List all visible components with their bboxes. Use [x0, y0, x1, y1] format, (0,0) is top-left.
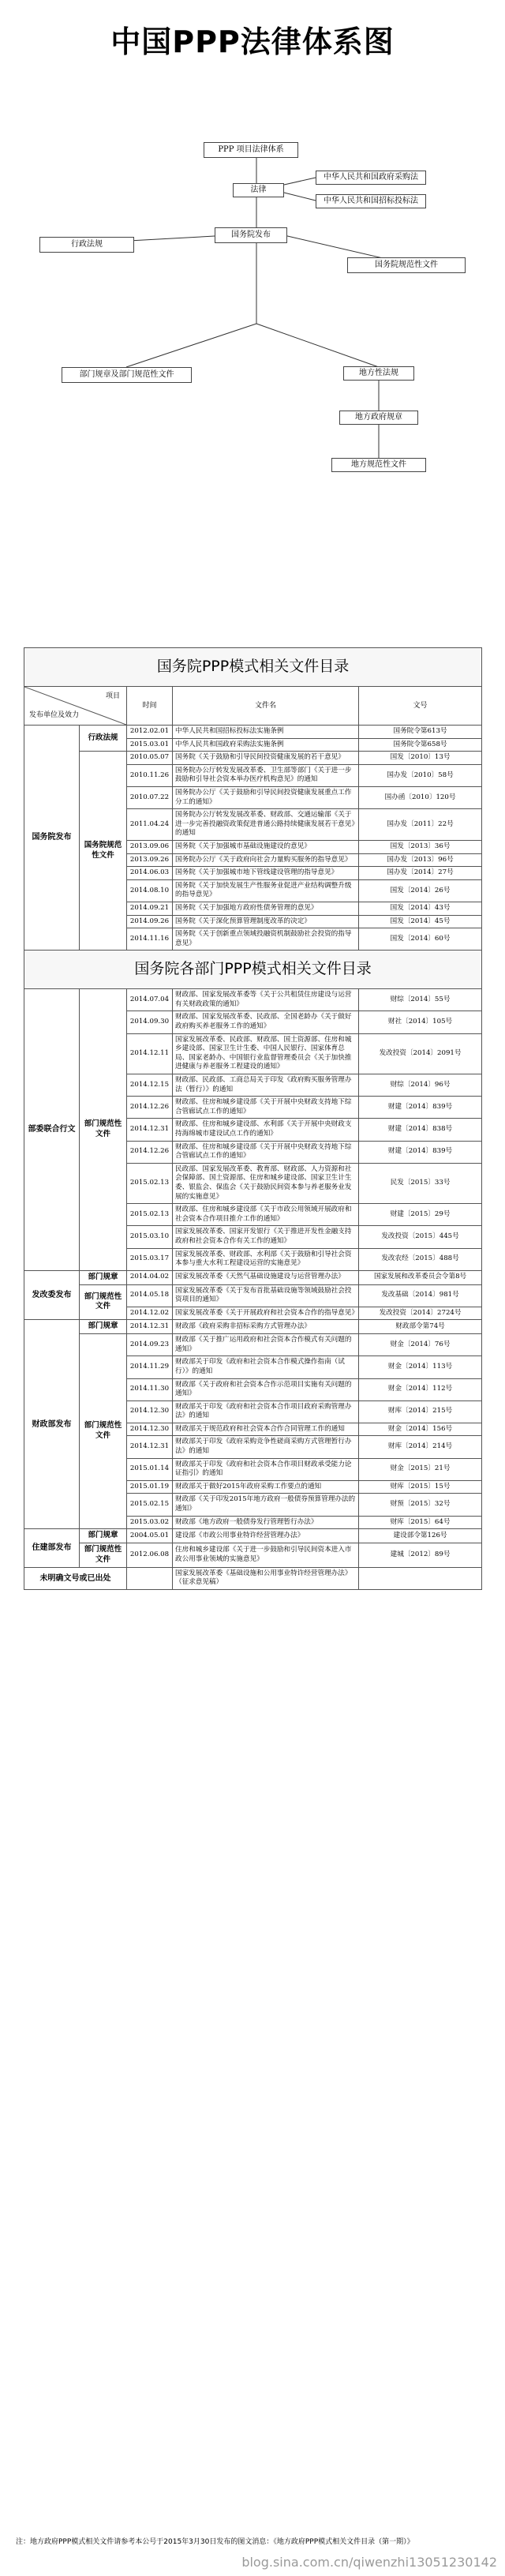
- document-name-cell: 财政部关于印发《政府采购竞争性磋商采购方式管理暂行办法》的通知: [173, 1436, 359, 1458]
- date-cell: 2011.04.24: [127, 809, 173, 841]
- document-number-cell: 国务院令第658号: [359, 738, 482, 752]
- date-cell: 2014.09.26: [127, 915, 173, 928]
- table-row: [24, 1270, 482, 1284]
- document-name-cell: 财政部、住房和城乡建设部、水利部《关于开展中央财政支持海绵城市建设试点工作的通知》: [173, 1119, 359, 1141]
- document-number-cell: 国发〔2010〕13号: [359, 752, 482, 765]
- document-name-cell: 建设部《市政公用事业特许经营管理办法》: [173, 1529, 359, 1543]
- document-name-cell: 财政部关于印发《政府和社会资本合作模式操作指南（试行）》的通知: [173, 1356, 359, 1378]
- date-cell: 2010.11.26: [127, 764, 173, 786]
- document-name-cell: 住房和城乡建设部《关于进一步鼓励和引导民间资本进入市政公用事业领域的实施意见》: [173, 1543, 359, 1568]
- publisher-cell: 未明确文号或已出处: [24, 1567, 127, 1589]
- document-number-cell: 国发〔2013〕36号: [359, 840, 482, 853]
- document-name-cell: 中华人民共和国政府采购法实施条例: [173, 738, 359, 752]
- legal-system-diagram: [0, 0, 505, 616]
- table-row: [24, 1284, 482, 1307]
- node-local-normative: 地方规范性文件: [331, 458, 426, 472]
- watermark: blog.sina.com.cn/qiwenzhi13051230142: [241, 2555, 497, 2570]
- document-name-cell: 财政部、国家发展改革委等《关于公共租赁住房建设与运营有关财政政策的通知》: [173, 989, 359, 1011]
- date-cell: 2014.12.31: [127, 1436, 173, 1458]
- date-cell: 2014.12.30: [127, 1400, 173, 1423]
- document-name-cell: 财政部、住房和城乡建设部《关于开展中央财政支持地下综合管廊试点工作的通知》: [173, 1141, 359, 1163]
- header-row: [24, 687, 482, 726]
- header-date: 时间: [127, 687, 173, 726]
- document-name-cell: 财政部关于规范政府和社会资本合作合同管理工作的通知: [173, 1423, 359, 1436]
- document-name-cell: 国家发展改革委《关于发布首批基础设施等领域鼓励社会投资项目的通知》: [173, 1284, 359, 1307]
- document-name-cell: 财政部关于做好2015年政府采购工作要点的通知: [173, 1480, 359, 1494]
- node-local-gov-rules: 地方政府规章: [339, 411, 418, 425]
- publisher-cell: 发改委发布: [24, 1270, 80, 1320]
- date-cell: 2014.12.30: [127, 1423, 173, 1436]
- document-number-cell: 财库〔2015〕15号: [359, 1480, 482, 1494]
- document-number-cell: 财建〔2014〕839号: [359, 1141, 482, 1163]
- node-dept-rules: 部门规章及部门规范性文件: [62, 367, 192, 383]
- document-number-cell: 财建〔2014〕839号: [359, 1097, 482, 1119]
- effect-cell: 国务院规范性文件: [80, 752, 127, 951]
- document-name-cell: 国务院办公厅转发发展改革委、财政部、交通运输部《关于进一步完善投融资政策促进普通公路持续健康发展若干意见》的通知: [173, 809, 359, 841]
- effect-cell: 部门规范性文件: [80, 989, 127, 1270]
- document-number-cell: 国发〔2014〕60号: [359, 928, 482, 951]
- document-number-cell: 建城〔2012〕89号: [359, 1543, 482, 1568]
- date-cell: 2015.03.17: [127, 1248, 173, 1270]
- date-cell: 2015.03.02: [127, 1516, 173, 1529]
- effect-cell: 部门规章: [80, 1270, 127, 1284]
- diagram-connectors: [0, 0, 505, 616]
- date-cell: 2014.12.26: [127, 1141, 173, 1163]
- document-number-cell: 国发〔2014〕45号: [359, 915, 482, 928]
- date-cell: 2015.02.13: [127, 1163, 173, 1203]
- document-name-cell: 财政部《地方政府一般债券发行管理暂行办法》: [173, 1516, 359, 1529]
- document-name-cell: 财政部、住房和城乡建设部《关于市政公用领域开展政府和社会资本合作项目推介工作的通知》: [173, 1204, 359, 1226]
- table-row: [24, 752, 482, 765]
- publisher-cell: 住建部发布: [24, 1529, 80, 1567]
- document-name-cell: 国家发展改革委、民政部、财政部、国土资源部、住房和城乡建设部、国家卫生计生委、中国人民银行、国家体育总局、国家老龄办、中国银行业监督管理委员会《关于加快推进健康与养老服务工程建设的通知》: [173, 1033, 359, 1074]
- document-number-cell: 财建〔2014〕838号: [359, 1119, 482, 1141]
- table-row: [24, 1320, 482, 1334]
- header-unit-label: 发布单位及效力: [29, 711, 80, 719]
- date-cell: 2015.02.15: [127, 1494, 173, 1516]
- document-number-cell: 财库〔2015〕64号: [359, 1516, 482, 1529]
- node-ppp-root: PPP 项目法律体系: [204, 142, 298, 158]
- document-name-cell: 国务院《关于加强城市地下管线建设管理的指导意见》: [173, 867, 359, 880]
- document-number-cell: 财库〔2014〕215号: [359, 1400, 482, 1423]
- date-cell: 2010.07.22: [127, 786, 173, 808]
- document-name-cell: 国家发展改革委《基础设施和公用事业特许经营管理办法》（征求意见稿）: [173, 1567, 359, 1589]
- table-row: [24, 726, 482, 739]
- document-name-cell: 财政部、住房和城乡建设部《关于开展中央财政支持地下综合管廊试点工作的通知》: [173, 1097, 359, 1119]
- node-state-council: 国务院发布: [215, 227, 287, 243]
- document-name-cell: 财政部《关于推广运用政府和社会资本合作模式有关问题的通知》: [173, 1334, 359, 1356]
- node-admin-regulation: 行政法规: [39, 237, 134, 253]
- document-number-cell: 财预〔2015〕32号: [359, 1494, 482, 1516]
- header-name: 文件名: [173, 687, 359, 726]
- table1-title: 国务院PPP模式相关文件目录: [24, 648, 482, 687]
- document-number-cell: 民发〔2015〕33号: [359, 1163, 482, 1203]
- document-name-cell: 民政部、国家发展改革委、教育部、财政部、人力资源和社会保障部、国土资源部、住房和城乡建设部、国家卫生计生委、银监会、保监会《关于鼓励民间资本参与养老服务业发展的实施意见》: [173, 1163, 359, 1203]
- date-cell: 2014.09.23: [127, 1334, 173, 1356]
- document-number-cell: 发改投资〔2014〕2091号: [359, 1033, 482, 1074]
- document-tables: [24, 647, 481, 1590]
- date-cell: 2014.05.18: [127, 1284, 173, 1307]
- date-cell: 2014.09.21: [127, 902, 173, 915]
- date-cell: 2013.09.26: [127, 853, 173, 867]
- table1-title-row: [24, 648, 482, 687]
- document-number-cell: 财综〔2014〕96号: [359, 1074, 482, 1097]
- date-cell: 2014.11.29: [127, 1356, 173, 1378]
- date-cell: 2014.11.30: [127, 1378, 173, 1400]
- document-number-cell: 财社〔2014〕105号: [359, 1011, 482, 1033]
- document-name-cell: 国家发展改革委、财政部、水利部《关于鼓励和引导社会资本参与重大水利工程建设运营的实施意见》: [173, 1248, 359, 1270]
- document-name-cell: 财政部、民政部、工商总局关于印发《政府购买服务管理办法（暂行）》的通知: [173, 1074, 359, 1097]
- effect-cell: 行政法规: [80, 726, 127, 752]
- date-cell: 2014.12.02: [127, 1307, 173, 1320]
- date-cell: 2010.05.07: [127, 752, 173, 765]
- document-name-cell: 国务院《关于加快发展生产性服务业促进产业结构调整升级的指导意见》: [173, 879, 359, 902]
- table-row: [24, 1529, 482, 1543]
- publisher-cell: 国务院发布: [24, 726, 80, 951]
- document-number-cell: 财库〔2014〕214号: [359, 1436, 482, 1458]
- document-name-cell: 国务院《关于创新重点领域投融资机制鼓励社会投资的指导意见》: [173, 928, 359, 951]
- date-cell: 2014.12.31: [127, 1320, 173, 1334]
- date-cell: 2012.02.01: [127, 726, 173, 739]
- node-local-regulation: 地方性法规: [343, 366, 414, 381]
- effect-cell: 部门规范性文件: [80, 1543, 127, 1568]
- date-cell: 2004.05.01: [127, 1529, 173, 1543]
- document-name-cell: 国务院《关于深化预算管理制度改革的决定》: [173, 915, 359, 928]
- date-cell: 2014.12.26: [127, 1097, 173, 1119]
- document-number-cell: 国务院令第613号: [359, 726, 482, 739]
- table-row: [24, 1334, 482, 1356]
- date-cell: 2014.09.30: [127, 1011, 173, 1033]
- date-cell: 2015.01.19: [127, 1480, 173, 1494]
- document-number-cell: 财金〔2014〕156号: [359, 1423, 482, 1436]
- date-cell: [127, 1567, 173, 1589]
- footnote: 注：地方政府PPP模式相关文件请参考本公号于2015年3月30日发布的图文消息：《地方政府PPP模式相关文件目录（第一期）》: [16, 2538, 414, 2546]
- document-number-cell: 建设部令第126号: [359, 1529, 482, 1543]
- document-name-cell: 财政部《关于印发2015年地方政府一般债券预算管理办法的通知》: [173, 1494, 359, 1516]
- document-number-cell: 财金〔2014〕113号: [359, 1356, 482, 1378]
- document-number-cell: 发改农经〔2015〕488号: [359, 1248, 482, 1270]
- table-row: [24, 1567, 482, 1589]
- node-procurement-law: 中华人民共和国政府采购法: [316, 171, 426, 185]
- document-name-cell: 国务院《关于鼓励和引导民间投资健康发展的若干意见》: [173, 752, 359, 765]
- date-cell: 2012.06.08: [127, 1543, 173, 1568]
- table2-title: 国务院各部门PPP模式相关文件目录: [24, 951, 482, 989]
- document-number-cell: 财政部令第74号: [359, 1320, 482, 1334]
- document-number-cell: 财金〔2014〕112号: [359, 1378, 482, 1400]
- document-name-cell: 国务院办公厅《关于政府向社会力量购买服务的指导意见》: [173, 853, 359, 867]
- date-cell: 2014.12.15: [127, 1074, 173, 1097]
- date-cell: 2014.12.11: [127, 1033, 173, 1074]
- document-number-cell: 国办发〔2010〕58号: [359, 764, 482, 786]
- date-cell: 2015.01.14: [127, 1458, 173, 1480]
- document-name-cell: 国家发展改革委《关于开展政府和社会资本合作的指导意见》: [173, 1307, 359, 1320]
- date-cell: 2015.03.10: [127, 1226, 173, 1248]
- document-number-cell: 发改投资〔2015〕445号: [359, 1226, 482, 1248]
- document-number-cell: [359, 1567, 482, 1589]
- document-number-cell: 国办发〔2014〕27号: [359, 867, 482, 880]
- document-number-cell: 财综〔2014〕55号: [359, 989, 482, 1011]
- effect-cell: 部门规范性文件: [80, 1334, 127, 1529]
- document-number-cell: 国办发〔2013〕96号: [359, 853, 482, 867]
- document-name-cell: 国务院办公厅转发发展改革委、卫生部等部门《关于进一步鼓励和引导社会资本举办医疗机构意见》的通知: [173, 764, 359, 786]
- document-name-cell: 财政部关于印发《政府和社会资本合作项目财政承受能力论证指引》的通知: [173, 1458, 359, 1480]
- date-cell: 2014.04.02: [127, 1270, 173, 1284]
- header-item-label: 项目: [105, 692, 120, 700]
- page-title: 中国PPP法律体系图: [110, 24, 395, 59]
- date-cell: 2014.08.10: [127, 879, 173, 902]
- node-sc-normative: 国务院规范性文件: [347, 257, 466, 273]
- table-body: [24, 648, 482, 1590]
- table-row: [24, 989, 482, 1011]
- date-cell: 2014.07.04: [127, 989, 173, 1011]
- document-number-cell: 国发〔2014〕26号: [359, 879, 482, 902]
- document-name-cell: 财政部《政府采购非招标采购方式管理办法》: [173, 1320, 359, 1334]
- document-name-cell: 国务院《关于加强地方政府性债务管理的意见》: [173, 902, 359, 915]
- date-cell: 2014.06.03: [127, 867, 173, 880]
- effect-cell: 部门规范性文件: [80, 1284, 127, 1320]
- document-number-cell: 财金〔2015〕21号: [359, 1458, 482, 1480]
- table2-title-row: [24, 951, 482, 989]
- date-cell: 2015.02.13: [127, 1204, 173, 1226]
- document-number-cell: 国家发展和改革委员会令第8号: [359, 1270, 482, 1284]
- node-tender-law: 中华人民共和国招标投标法: [316, 194, 426, 208]
- document-number-cell: 财金〔2014〕76号: [359, 1334, 482, 1356]
- ppp-document-table: [24, 647, 482, 1590]
- document-number-cell: 财建〔2015〕29号: [359, 1204, 482, 1226]
- header-diagonal-cell: [24, 687, 127, 726]
- document-name-cell: 国家发展改革委《天然气基础设施建设与运营管理办法》: [173, 1270, 359, 1284]
- document-number-cell: 发改基础〔2014〕981号: [359, 1284, 482, 1307]
- document-number-cell: 国办发〔2011〕22号: [359, 809, 482, 841]
- table-row: [24, 1543, 482, 1568]
- document-name-cell: 国务院《关于加强城市基础设施建设的意见》: [173, 840, 359, 853]
- document-name-cell: 中华人民共和国招标投标法实施条例: [173, 726, 359, 739]
- document-name-cell: 国务院办公厅《关于鼓励和引导民间投资健康发展重点工作分工的通知》: [173, 786, 359, 808]
- document-name-cell: 财政部、国家发展改革委、民政部、全国老龄办《关于做好政府购买养老服务工作的通知》: [173, 1011, 359, 1033]
- effect-cell: 部门规章: [80, 1320, 127, 1334]
- document-number-cell: 发改投资〔2014〕2724号: [359, 1307, 482, 1320]
- date-cell: 2015.03.01: [127, 738, 173, 752]
- document-number-cell: 国发〔2014〕43号: [359, 902, 482, 915]
- document-name-cell: 财政部《关于政府和社会资本合作示范项目实施有关问题的通知》: [173, 1378, 359, 1400]
- document-name-cell: 国家发展改革委、国家开发银行《关于推进开发性金融支持政府和社会资本合作有关工作的通知》: [173, 1226, 359, 1248]
- header-number: 文号: [359, 687, 482, 726]
- date-cell: 2014.11.16: [127, 928, 173, 951]
- effect-cell: 部门规章: [80, 1529, 127, 1543]
- publisher-cell: 财政部发布: [24, 1320, 80, 1529]
- publisher-cell: 部委联合行文: [24, 989, 80, 1270]
- date-cell: 2013.09.06: [127, 840, 173, 853]
- date-cell: 2014.12.31: [127, 1119, 173, 1141]
- document-number-cell: 国办函〔2010〕120号: [359, 786, 482, 808]
- document-name-cell: 财政部关于印发《政府和社会资本合作项目政府采购管理办法》的通知: [173, 1400, 359, 1423]
- node-law: 法律: [233, 183, 284, 197]
